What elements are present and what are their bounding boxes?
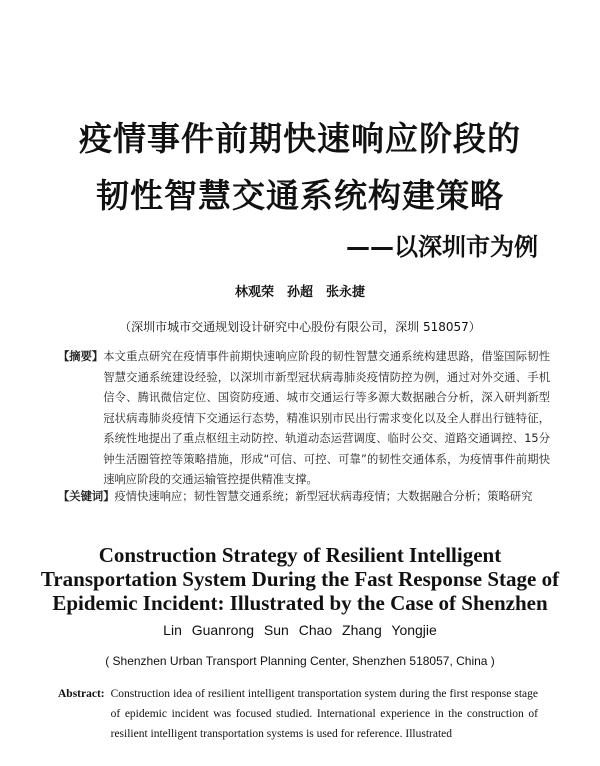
abstract-cn-label: 【摘要】 [58, 350, 104, 363]
abstract-en-label: Abstract: [58, 688, 105, 700]
subtitle-cn: ——以深圳市为例 [346, 233, 538, 261]
title-en-line3: Epidemic Incident: Illustrated by the Case of Shenzhen [52, 591, 548, 615]
abstract-en [58, 684, 538, 744]
affiliation-en: ( Shenzhen Urban Transport Planning Center, Shenzhen 518057, China ) [105, 654, 495, 668]
title-en-line1: Construction Strategy of Resilient Intelligent [98, 543, 502, 567]
keywords-cn [58, 487, 550, 508]
abstract-en-text: Construction idea of resilient intelligent transportation system during the first response stage of epidemic incident was focused studied. International experience in the construction of resilient intelligent transportation systems is used for reference. Illustrated [110, 688, 538, 740]
keywords-cn-text: 疫情快速响应；韧性智慧交通系统；新型冠状病毒疫情；大数据融合分析；策略研究 [114, 490, 533, 503]
authors-en: Lin Guanrong Sun Chao Zhang Yongjie [163, 622, 437, 638]
keywords-cn-label: 【关键词】 [58, 490, 115, 503]
abstract-cn-text: 本文重点研究在疫情事件前期快速响应阶段的韧性智慧交通系统构建思路，借鉴国际韧性智慧交通系统建设经验，以深圳市新型冠状病毒肺炎疫情防控为例，通过对外交通、手机信令、腾讯微信定位、国资防疫通、城市交通运行等多源大数据融合分析，深入研判新型冠状病毒肺炎疫情下交通运行态势，精准识别市民出行需求变化以及全人群出行链特征，系统性地提出了重点枢纽主动防控、轨道动态运营调度、临时公交、道路交通调控、15分钟生活圈管控等策略措施，形成“可信、可控、可靠”的韧性交通体系，为疫情事件前期快速响应阶段的交通运输管控提供精准支撑。 [103, 350, 550, 486]
affiliation-cn: （深圳市城市交通规划设计研究中心股份有限公司，深圳 518057） [119, 320, 481, 334]
abstract-cn [58, 347, 550, 491]
title-en-line2: Transportation System During the Fast Response Stage of [40, 567, 560, 591]
title-cn-line2: 韧性智慧交通系统构建策略 [96, 176, 504, 215]
authors-cn: 林观荣 孙超 张永捷 [234, 285, 365, 300]
title-cn-line1: 疫情事件前期快速响应阶段的 [79, 119, 521, 158]
